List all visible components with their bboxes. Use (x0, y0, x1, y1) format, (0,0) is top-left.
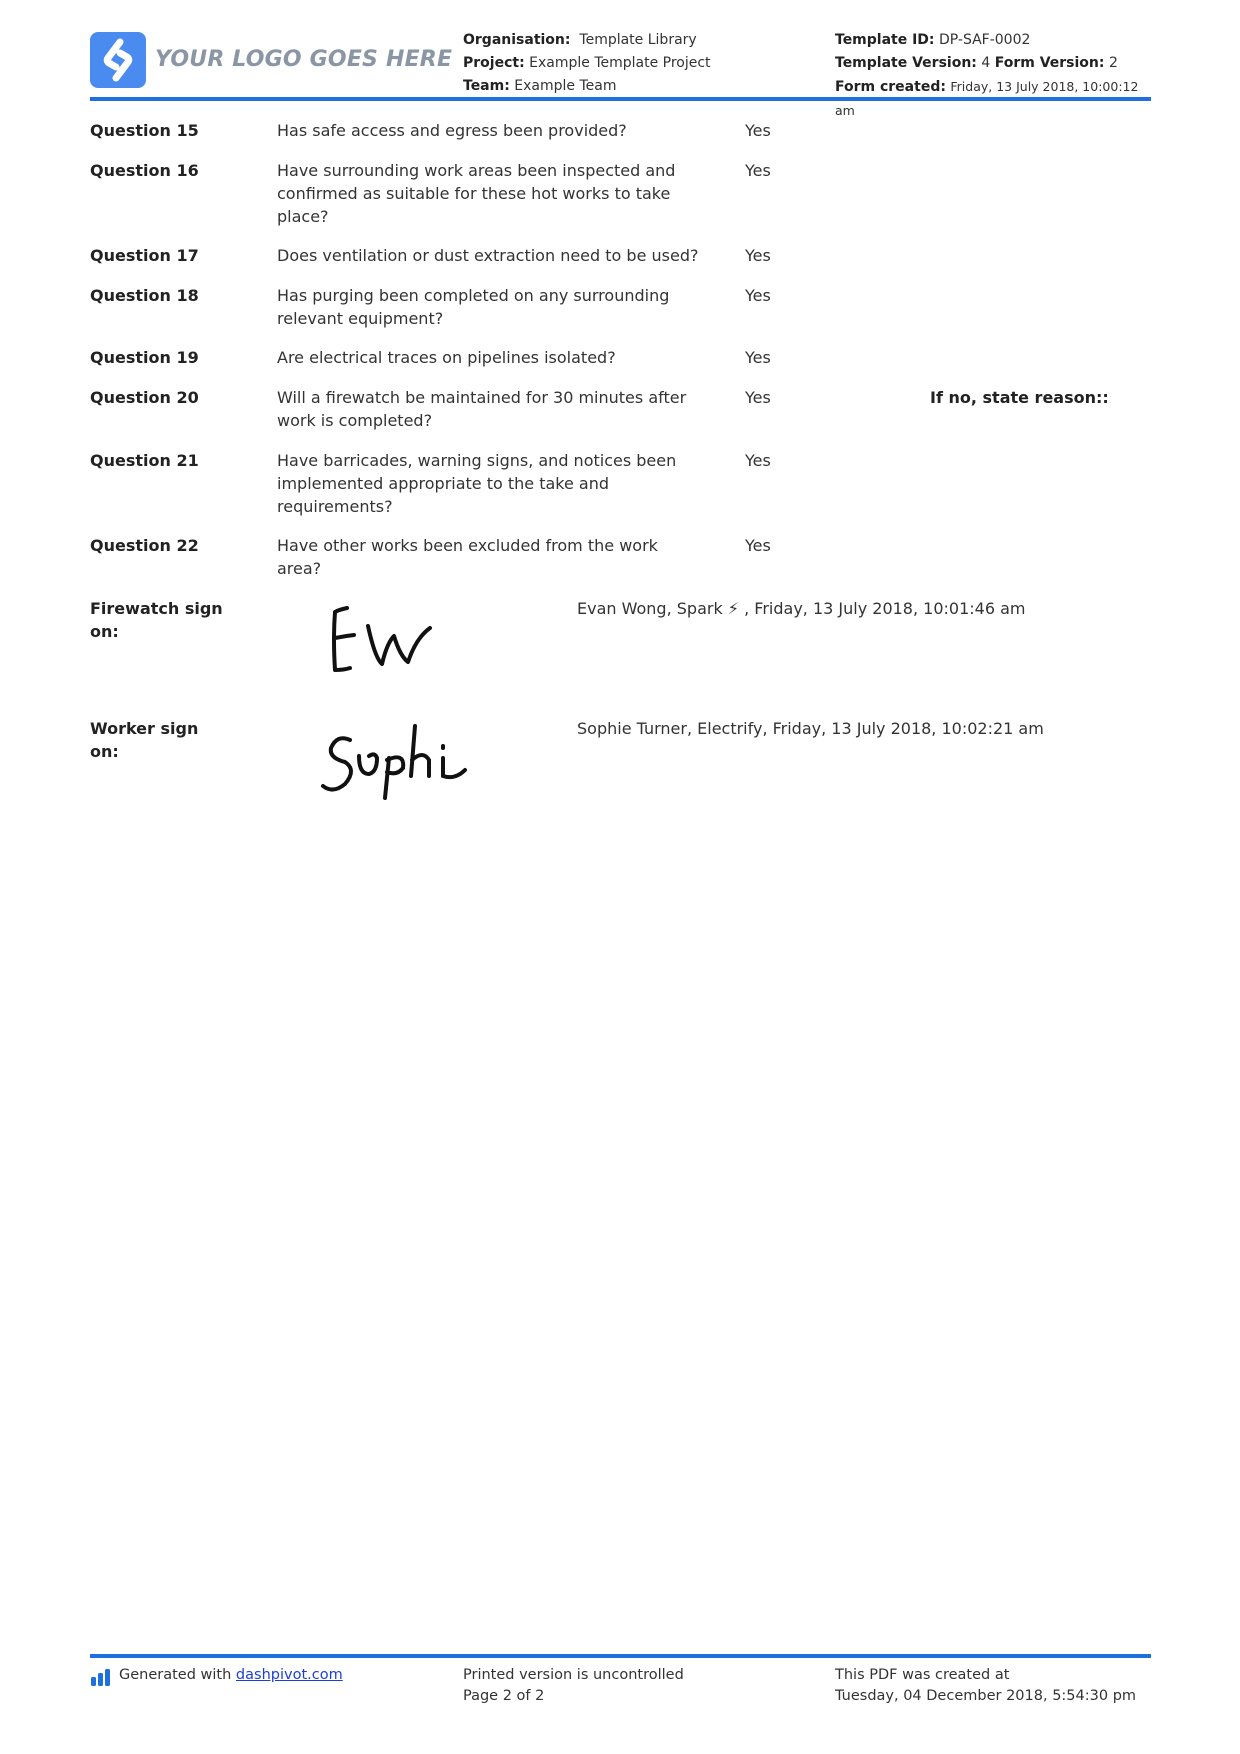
question-20-answer: Yes (745, 388, 771, 407)
question-21-text: Have barricades, warning signs, and notices been implemented appropriate to the take and requirements? (277, 451, 677, 516)
team-label: Team: (463, 78, 510, 94)
question-17-label: Question 17 (90, 246, 199, 265)
question-22-text: Have other works been excluded from the work area? (277, 536, 658, 578)
question-18-text: Has purging been completed on any surrounding relevant equipment? (277, 286, 670, 328)
form-version-value: 2 (1108, 55, 1118, 71)
question-15-text: Has safe access and egress been provided? (277, 121, 627, 140)
question-22-label: Question 22 (90, 536, 199, 555)
logo-mark-icon (90, 32, 146, 88)
logo-text: YOUR LOGO GOES HERE (155, 47, 453, 72)
question-17-answer: Yes (745, 246, 771, 265)
question-22-answer: Yes (745, 536, 771, 555)
header-org-block (463, 29, 793, 98)
question-20-text: Will a firewatch be maintained for 30 minutes after work is completed? (277, 388, 687, 430)
firewatch-sign-label: Firewatch sign on: (90, 599, 223, 641)
header-template-block (835, 29, 1155, 123)
worker-sign-label: Worker sign on: (90, 719, 199, 761)
firewatch-signature-image (320, 598, 460, 687)
question-19-label: Question 19 (90, 348, 199, 367)
question-18-label: Question 18 (90, 286, 199, 305)
question-21-label: Question 21 (90, 451, 199, 470)
project-value: Example Template Project (529, 55, 711, 71)
question-15-label: Question 15 (90, 121, 199, 140)
dashpivot-link[interactable]: dashpivot.com (235, 1667, 343, 1683)
template-version-label: Template Version: (835, 55, 977, 71)
question-16-answer: Yes (745, 161, 771, 180)
generated-with-text (119, 1665, 343, 1686)
team-value: Example Team (514, 78, 617, 94)
question-20-reason-label: If no, state reason:: (930, 388, 1109, 407)
question-17-text: Does ventilation or dust extraction need to be used? (277, 246, 699, 265)
worker-sign-meta: Sophie Turner, Electrify, Friday, 13 July 2018, 10:02:21 am (577, 719, 1044, 738)
organisation-label: Organisation: (463, 32, 571, 48)
dashpivot-icon (90, 1668, 112, 1690)
question-20-label: Question 20 (90, 388, 199, 407)
question-21-answer: Yes (745, 451, 771, 470)
question-15-answer: Yes (745, 121, 771, 140)
question-16-label: Question 16 (90, 161, 199, 180)
form-created-label: Form created: (835, 79, 946, 95)
form-created-value: Friday, 13 July 2018, 10:00:12 am (835, 79, 1139, 118)
form-version-label: Form Version: (994, 55, 1105, 71)
template-id-value: DP-SAF-0002 (938, 32, 1031, 48)
uncontrolled-text: Printed version is uncontrolled (463, 1667, 684, 1683)
header-divider (90, 97, 1151, 101)
pdf-created-label: This PDF was created at (835, 1667, 1010, 1683)
footer-divider (90, 1654, 1151, 1658)
pdf-created-value: Tuesday, 04 December 2018, 5:54:30 pm (835, 1688, 1137, 1704)
page-number: Page 2 of 2 (463, 1688, 545, 1704)
generated-prefix: Generated with (119, 1667, 232, 1683)
footer-print-info (463, 1665, 684, 1707)
project-label: Project: (463, 55, 525, 71)
question-19-answer: Yes (745, 348, 771, 367)
template-id-label: Template ID: (835, 32, 935, 48)
organisation-value: Template Library (579, 32, 697, 48)
firewatch-sign-meta: Evan Wong, Spark ⚡ , Friday, 13 July 2018, 10:01:46 am (577, 599, 1026, 618)
question-16-text: Have surrounding work areas been inspected and confirmed as suitable for these hot works to take place? (277, 161, 676, 226)
template-version-value: 4 (981, 55, 991, 71)
worker-signature-image (315, 718, 495, 812)
question-18-answer: Yes (745, 286, 771, 305)
question-19-text: Are electrical traces on pipelines isolated? (277, 348, 616, 367)
footer-created-info (835, 1665, 1136, 1707)
